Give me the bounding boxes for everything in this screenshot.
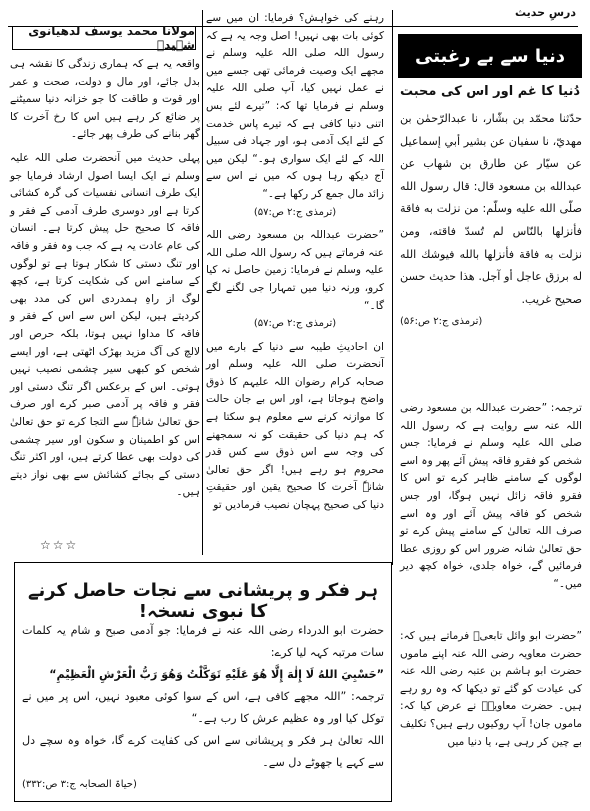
section-separator-stars: ☆☆☆: [40, 538, 79, 552]
hadith-reference-1: (ترمذی ج:۲ ص:۵۶): [400, 316, 483, 328]
hadith-reference-2: (ترمذی ج:۲ ص:۵۷): [253, 206, 337, 218]
page-label: درسِ حدیث: [514, 6, 576, 19]
hadith-arabic-text: حدّثنا محمّد بن بشّار، نا عبدالرّحمٰن بن مهديّ، نا سفيان عن بشير أبي إسماعيل عن سيّار عن طارق بن شهاب عن عبدالله بن مسعود قال: قال رسول الله صلّى الله عليه وسلّم: من نزلت به فاقة فأنزلها بالنّاس لم تُسدّ فاقته، ومن نزلت به فاقة فأنزلها بالله فيوشك الله له برزق عاجل أو آجل. هذا حديث حسن صحيح غريب. (ترمذی ج:۲ ص:۵۶): [400, 108, 582, 334]
dua-reference: (حیاۃ الصحابہ ج:۳ ص:۳۳۲): [22, 779, 137, 790]
article-subheading: دُنیا کا غم اور اس کی محبت: [399, 84, 581, 99]
dua-intro: حضرت ابو الدرداء رضی اللہ عنہ نے فرمایا: جو آدمی صبح و شام یہ کلمات سات مرتبہ کہہ لیا کرے:: [22, 624, 384, 659]
dua-arabic: ”حَسْبِيَ اللهُ لَا إِلٰهَ إِلَّا هُوَ عَلَيْهِ تَوَكَّلْتُ وَهُوَ رَبُّ الْعَرْشِ الْعَظِيْمِ“: [49, 668, 384, 681]
column-divider-left: [202, 10, 203, 555]
dua-outro: اللہ تعالیٰ ہر فکر و پریشانی سے اس کی کفایت کرے گا، خواہ وہ سچے دل سے کہے یا جھوٹے دل سے۔: [22, 734, 384, 769]
right-column-paragraph-2: ”حضرت ابو وائل تابعیؒ فرماتے ہیں کہ: حضرت معاویہ رضی اللہ عنہ اپنے ماموں حضرت ابو ہاشم بن عتبہ رضی اللہ عنہ کی عیادت کو گئے تو دیکھا کہ وہ رو رہے ہیں۔ حضرت معاویہؓ نے عرض کیا کہ: ماموں جان! آپ روکیوں رہے ہیں؟ تکلیف بے چین کر رہی ہے، یا دنیا میں: [400, 630, 582, 748]
left-column-paragraph-2: پہلی حدیث میں آنحضرت صلی اللہ علیہ وسلم نے ایک ایسا اصول ارشاد فرمایا جو ایک طرف انسانی نفسیات کی گرہ کشائی کرتا ہے اور دوسری طرف آدمی کے فقر و فاقہ کا صحیح حل پیش کرتا ہے۔ انسان کی عام عادت یہ ہے کہ جب وہ فقر و فاقہ اور تنگ دستی کا شکار ہوتا ہے تو لوگوں کے سامنے اس کی شکایت کرتا ہے، کچھ لوگ از راہِ ہمدردی اس کی مدد بھی کردیتے ہیں، لیکن اس سے اس کے فقر و فاقہ کا مداوا نہیں ہوتا، بلکہ حرص اور لالچ کی آگ مزید بھڑک اٹھتی ہے، اور ایسے شخص کو کبھی سیر چشمی نصیب نہیں ہوتی۔ اس کے برعکس اگر تنگ دستی اور فقر و فاقہ پر آدمی صبر کرے اور صرف حق تعالیٰ شانہٗ سے التجا کرے تو حق تعالیٰ اس کو اطمینان و سکون اور سیر چشمی کی دولت بھی عطا کرتے ہیں، اور اکثر تنگ دستی کے بجائے کشائش سے بھی نواز دیتے ہیں۔: [10, 152, 200, 499]
article-title: دنیا سے بے رغبتی: [398, 34, 582, 78]
dua-translation: ترجمہ: ”اللہ مجھے کافی ہے، اس کے سوا کوئی معبود نہیں، اس پر میں نے توکل کیا اور وہ عظیم عرش کا رب ہے۔“: [22, 690, 384, 725]
hadith-translation: ترجمہ: ”حضرت عبداللہ بن مسعود رضی اللہ عنہ سے روایت ہے کہ رسول اللہ صلی اللہ علیہ وسلم نے فرمایا: جس شخص کو فقرو فاقہ پیش آئے پھر وہ اسے لوگوں کے سامنے ظاہر کرے تو اس کا فقرو فاقہ زائل نہیں ہوگا، اور جس شخص کو فاقہ پیش آئے اور وہ اسے صرف اللہ تعالیٰ کے سامنے پیش کرے تو حق تعالیٰ شانہ ضرور اس کو روزی عطا فرمائیں گے، خواہ جلدی، خواہ کچھ دیر میں۔“: [400, 402, 582, 590]
dua-box-body: [22, 620, 384, 796]
hadith-reference-3: (ترمذی ج:۲ ص:۵۷): [253, 318, 337, 330]
middle-column-paragraph-2: ”حضرت عبداللہ بن مسعود رضی اللہ عنہ فرماتے ہیں کہ رسول اللہ صلی اللہ علیہ وسلم نے فرمایا: زمین حاصل نہ کیا کرو، ورنہ دنیا میں تمہارا جی لگنے لگے گا۔“: [206, 229, 384, 312]
left-column-paragraph-1: واقعہ یہ ہے کہ ہماری زندگی کا نقشہ ہی بدل جائے، اور مال و دولت، صحت و عمر اور قوت و طاقت کا جو خزانہ دنیا سمیٹنے پر ضائع کر رہے ہیں اس کا رخ آخرت کا گھر بنانے کی طرف پھر جائے۔: [10, 58, 200, 141]
author-name-box: مولانا محمد یوسف لدھیانوی شہیدؒ: [12, 26, 196, 50]
middle-column-paragraph-3: ان احادیثِ طیبہ سے دنیا کے بارے میں آنحضرت صلی اللہ علیہ وسلم اور صحابہ کرام رضوان اللہ علیہم کا ذوق واضح ہوجاتا ہے، اور اس بے جان حالت کا موازنہ کرنے سے معلوم ہو سکتا ہے کہ ہم دنیا کی حقیقت کو نہ سمجھنے کی وجہ سے اس ذوق سے کس قدر محروم ہو رہے ہیں! اگر حق تعالیٰ شانہٗ آخرت کا صحیح یقین اور حقیقتِ دنیا کی صحیح پہچان نصیب فرمادیں تو: [206, 340, 384, 512]
dua-box-title: ہر فکر و پریشانی سے نجات حاصل کرنے کا نبوی نسخہ!: [28, 580, 378, 622]
middle-column-paragraph-1: رہنے کی خواہش؟ فرمایا: ان میں سے کوئی بات بھی نہیں! اصل وجہ یہ ہے کہ رسول اللہ صلی اللہ علیہ وسلم نے مجھے ایک وصیت فرمائی تھی جسے میں نے عمل نہیں کیا، آپ صلی اللہ علیہ وسلم نے فرمایا تھا کہ: ”تیرے لئے بس اتنی دنیا کافی ہے کہ تیرے پاس خدمت کے لئے ایک آدمی ہو، اور جہاد فی سبیل اللہ کے لئے ایک سواری ہو۔“ لیکن میں آج دیکھ رہا ہوں کہ میں نے اس سے زائد مال جمع کر رکھا ہے۔“ (ترمذی ج:۲ ص:۵۷) ”حضرت عبداللہ بن مسعود رضی اللہ عنہ فرماتے ہیں کہ رسول اللہ صلی اللہ علیہ وسلم نے فرمایا: زمین حاصل نہ کیا کرو، ورنہ دنیا میں تمہارا جی لگنے لگے گا۔“ (ترمذی ج:۲ ص:۵۷) ان احادیثِ طیبہ سے دنیا کے بارے میں آنحضرت صلی اللہ علیہ وسلم اور صحابہ کرام رضوان اللہ علیہم کا ذوق واضح ہوجاتا ہے، اور اس بے جان حالت کا موازنہ کرنے سے معلوم ہو سکتا ہے کہ ہم دنیا کی حقیقت کو نہ سمجھنے کی وجہ سے اس ذوق سے کس قدر محروم ہو رہے ہیں! اگر حق تعالیٰ شانہٗ آخرت کا صحیح یقین اور حقیقتِ دنیا کی صحیح پہچان نصیب فرمادیں تو: [206, 10, 384, 515]
column-divider-right: [392, 10, 393, 565]
